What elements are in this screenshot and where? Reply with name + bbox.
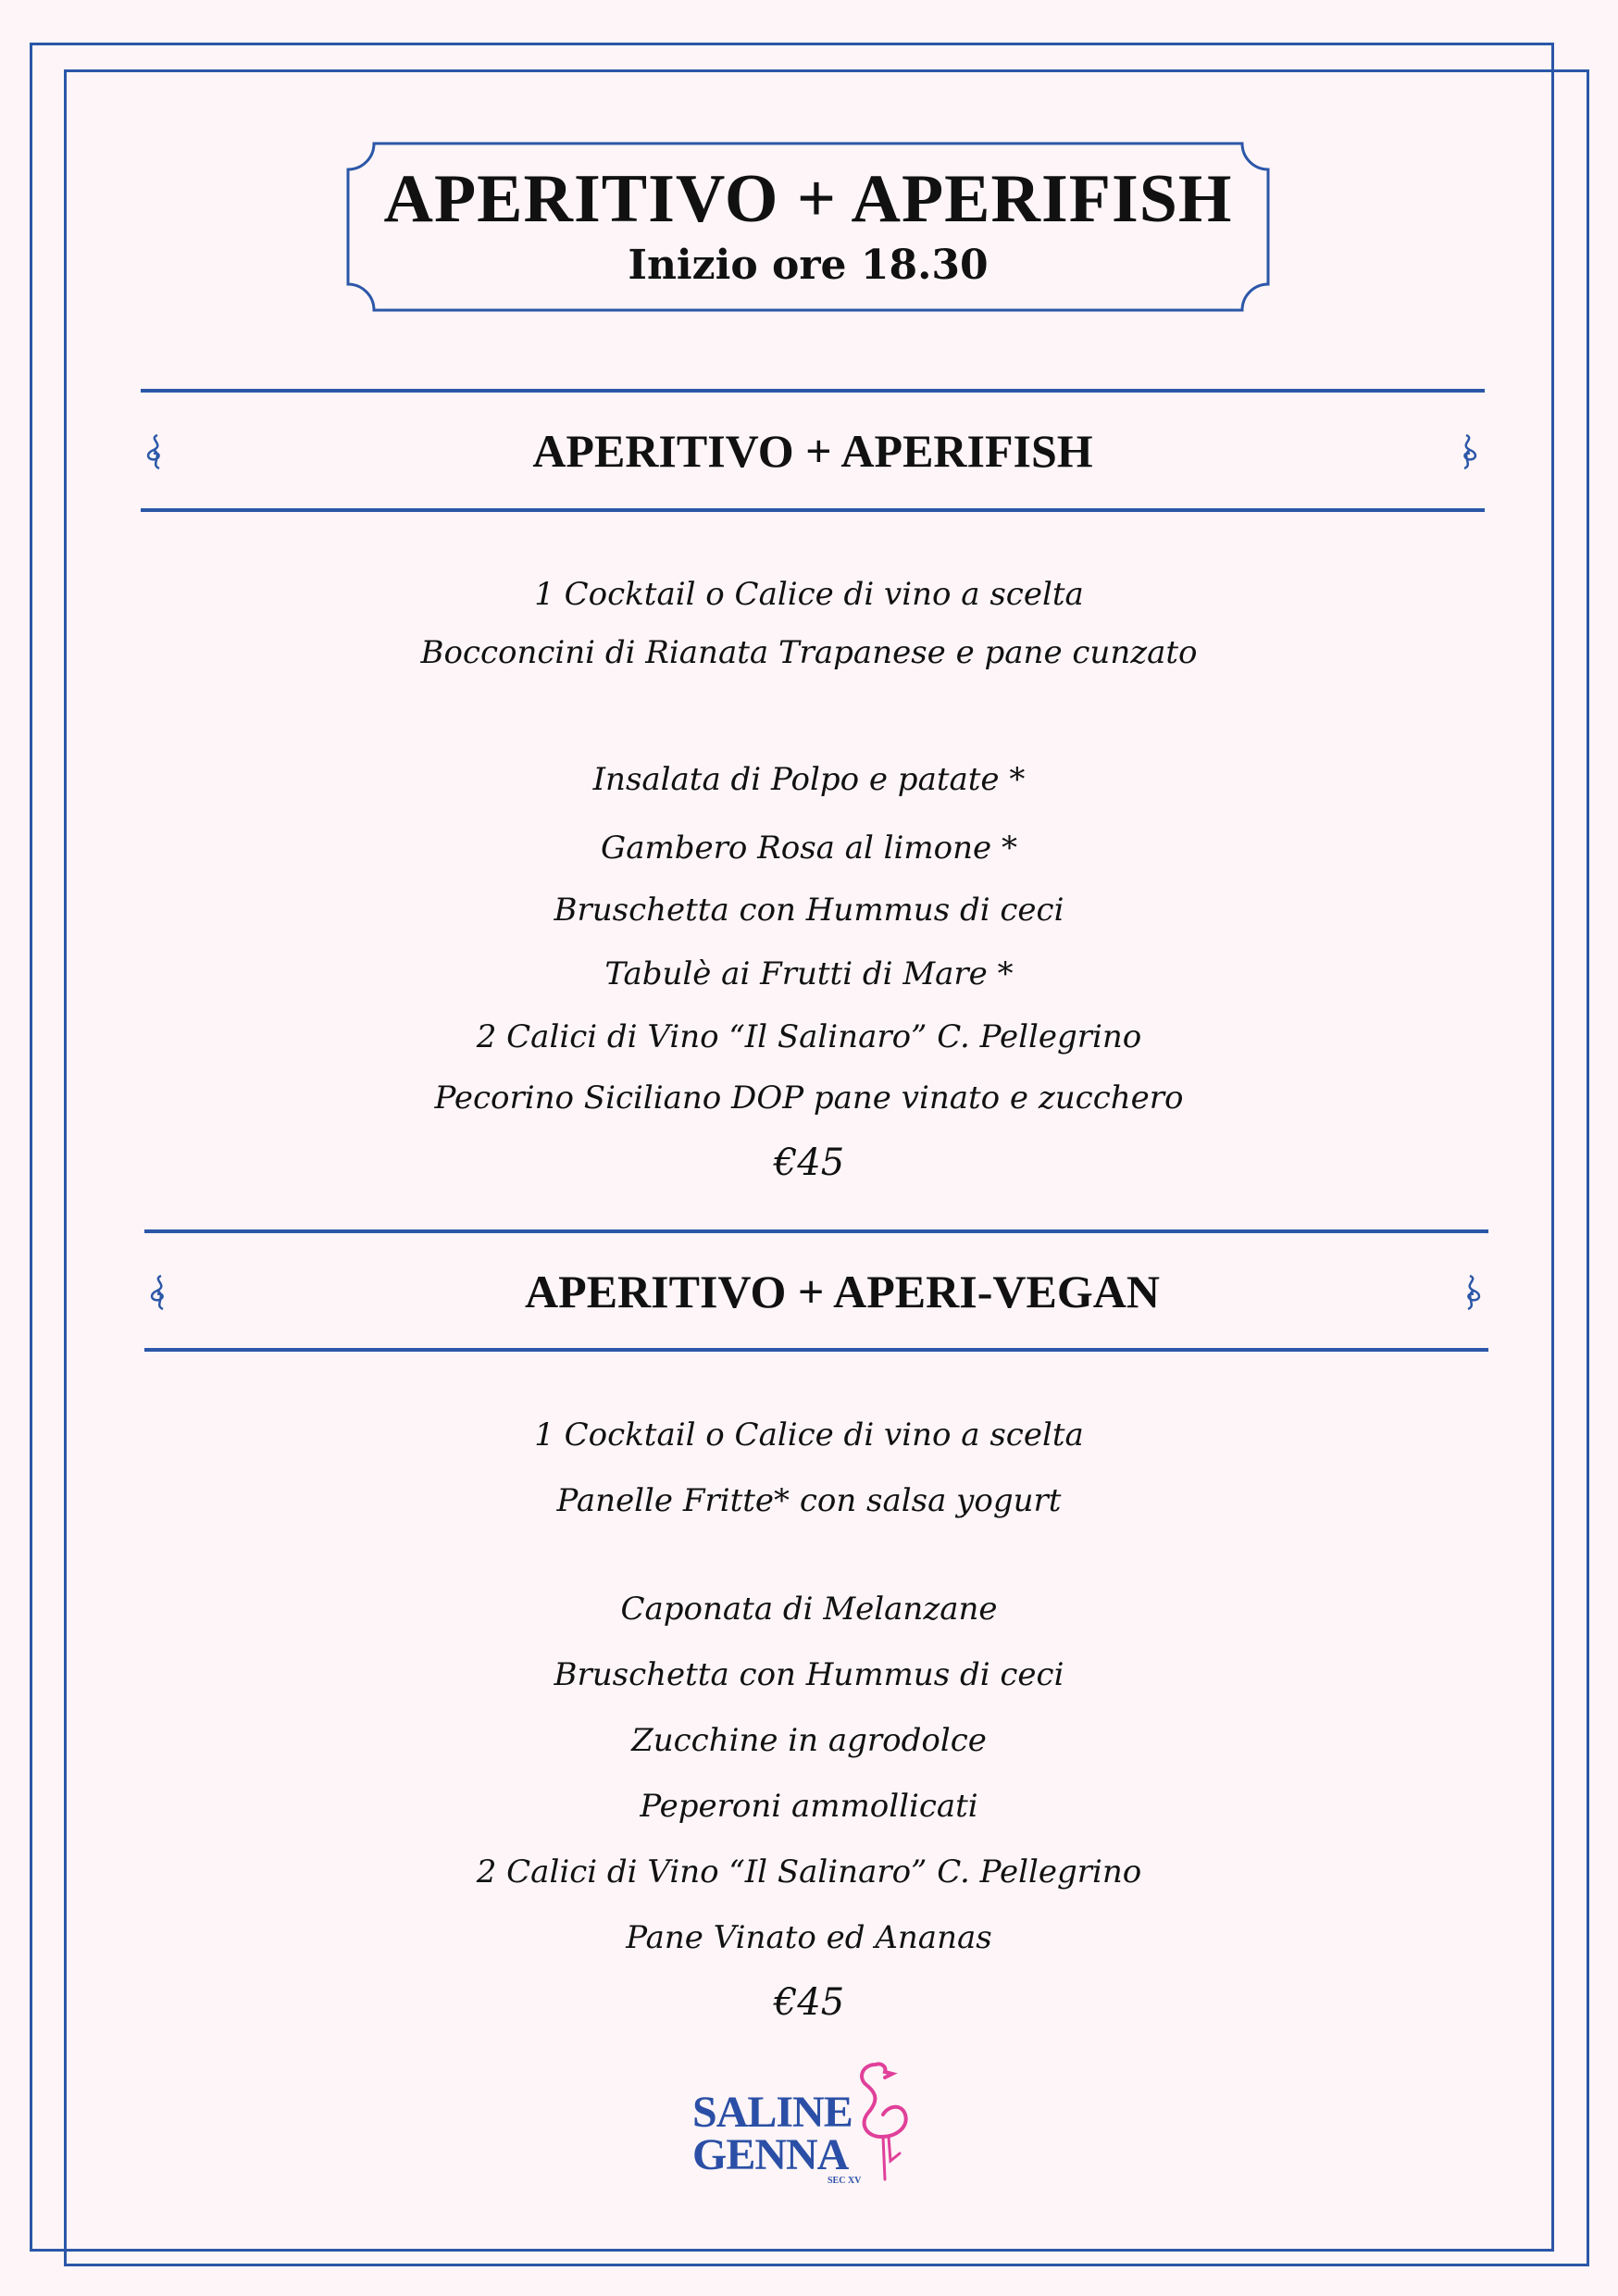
menu-item: Pecorino Siciliano DOP pane vinato e zucchero bbox=[434, 1079, 1184, 1117]
section-title-aperifish: APERITIVO + APERIFISH bbox=[532, 425, 1093, 477]
logo-tagline: SEC XV bbox=[828, 2176, 862, 2186]
menu-item: 2 Calici di Vino “Il Salinaro” C. Pellegrino bbox=[476, 1018, 1142, 1055]
flourish-icon bbox=[1457, 1272, 1488, 1313]
menu-item: Pane Vinato ed Ananas bbox=[626, 1919, 992, 1956]
menu-item: Insalata di Polpo e patate * bbox=[592, 761, 1026, 798]
menu-item: Bocconcini di Rianata Trapanese e pane cunzato bbox=[420, 634, 1198, 671]
menu-item: Zucchine in agrodolce bbox=[631, 1722, 987, 1759]
logo-line1: SALINE bbox=[692, 2088, 853, 2137]
page-subtitle: Inizio ore 18.30 bbox=[628, 242, 989, 289]
menu-item: 1 Cocktail o Calice di vino a scelta bbox=[534, 576, 1084, 613]
flamingo-icon bbox=[848, 2057, 922, 2187]
menu-item: 1 Cocktail o Calice di vino a scelta bbox=[534, 1416, 1084, 1454]
menu-item: Gambero Rosa al limone * bbox=[601, 830, 1017, 867]
brand-logo bbox=[692, 2057, 933, 2196]
menu-item: Bruschetta con Hummus di ceci bbox=[554, 892, 1064, 929]
title-box bbox=[346, 142, 1270, 312]
menu-item: 2 Calici di Vino “Il Salinaro” C. Pellegrino bbox=[476, 1853, 1142, 1890]
menu-item: Panelle Fritte* con salsa yogurt bbox=[556, 1482, 1062, 1519]
menu-item: Caponata di Melanzane bbox=[620, 1591, 998, 1628]
menu-item: Tabulè ai Frutti di Mare * bbox=[604, 955, 1014, 992]
section-divider bbox=[141, 389, 1485, 393]
section-divider bbox=[144, 1229, 1488, 1233]
price-aperifish: €45 bbox=[773, 1142, 845, 1184]
section-divider bbox=[144, 1348, 1488, 1352]
menu-item: Bruschetta con Hummus di ceci bbox=[554, 1656, 1064, 1693]
page-title: APERITIVO + APERIFISH bbox=[383, 161, 1233, 237]
menu-item: Peperoni ammollicati bbox=[640, 1788, 978, 1825]
flourish-icon bbox=[1453, 431, 1485, 472]
section-divider bbox=[141, 508, 1485, 512]
section-title-aperivegan: APERITIVO + APERI-VEGAN bbox=[525, 1266, 1160, 1317]
price-aperivegan: €45 bbox=[773, 1981, 845, 2024]
logo-line2: GENNA bbox=[692, 2130, 849, 2179]
